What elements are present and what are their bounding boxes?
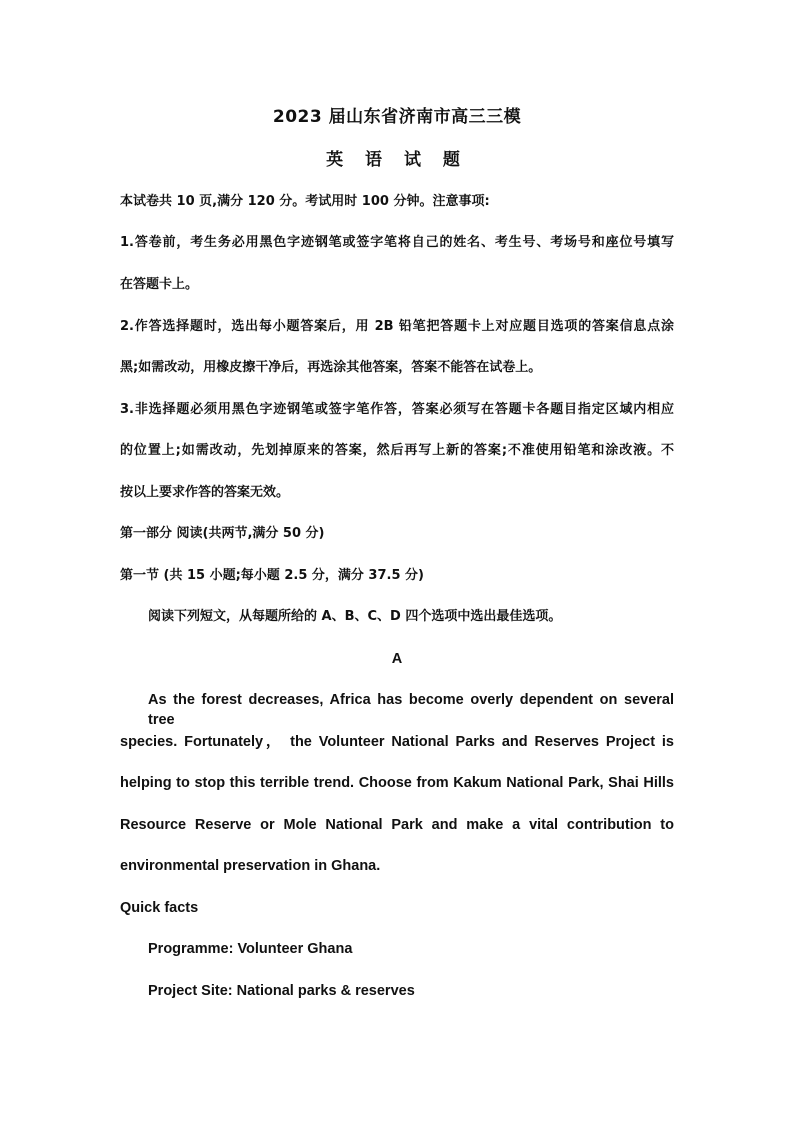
exam-intro: 本试卷共 10 页,满分 120 分。考试用时 100 分钟。注意事项:	[120, 194, 490, 209]
note-line: 按以上要求作答的答案无效。	[120, 485, 290, 500]
note-line: 的位置上;如需改动，先划掉原来的答案，然后再写上新的答案;不准使用铅笔和涂改液。不	[120, 443, 674, 458]
note-line: 3.非选择题必须用黑色字迹钢笔或签字笔作答，答案必须写在答题卡各题目指定区域内相应	[120, 402, 674, 417]
fact-item: Programme: Volunteer Ghana	[148, 941, 353, 957]
fact-item: Project Site: National parks & reserves	[148, 983, 415, 999]
part-heading: 第一部分 阅读(共两节,满分 50 分)	[120, 526, 325, 541]
passage-line: Resource Reserve or Mole National Park and make a vital contribution to	[120, 817, 674, 833]
note-line: 2.作答选择题时，选出每小题答案后，用 2B 铅笔把答题卡上对应题目选项的答案信息点涂	[120, 319, 674, 334]
note-line: 1.答卷前，考生务必用黑色字迹钢笔或签字笔将自己的姓名、考生号、考场号和座位号填写	[120, 235, 674, 250]
reading-instruction: 阅读下列短文，从每题所给的 A、B、C、D 四个选项中选出最佳选项。	[148, 609, 562, 624]
passage-line: As the forest decreases, Africa has become overly dependent on several tree	[148, 692, 674, 728]
passage-line: environmental preservation in Ghana.	[120, 858, 381, 874]
section-heading: 第一节 (共 15 小题;每小题 2.5 分，满分 37.5 分)	[120, 568, 424, 583]
note-line: 黑;如需改动，用橡皮擦干净后，再选涂其他答案，答案不能答在试卷上。	[120, 360, 542, 375]
exam-subtitle: 英 语 试 题	[326, 150, 468, 170]
passage-label: A	[391, 651, 403, 667]
note-line: 在答题卡上。	[120, 277, 199, 292]
passage-line: species. Fortunately， the Volunteer National Parks and Reserves Project is	[120, 734, 674, 750]
passage-line: helping to stop this terrible trend. Choose from Kakum National Park, Shai Hills	[120, 775, 674, 791]
quick-facts-heading: Quick facts	[120, 900, 199, 916]
exam-title: 2023 届山东省济南市高三三模	[272, 107, 522, 127]
